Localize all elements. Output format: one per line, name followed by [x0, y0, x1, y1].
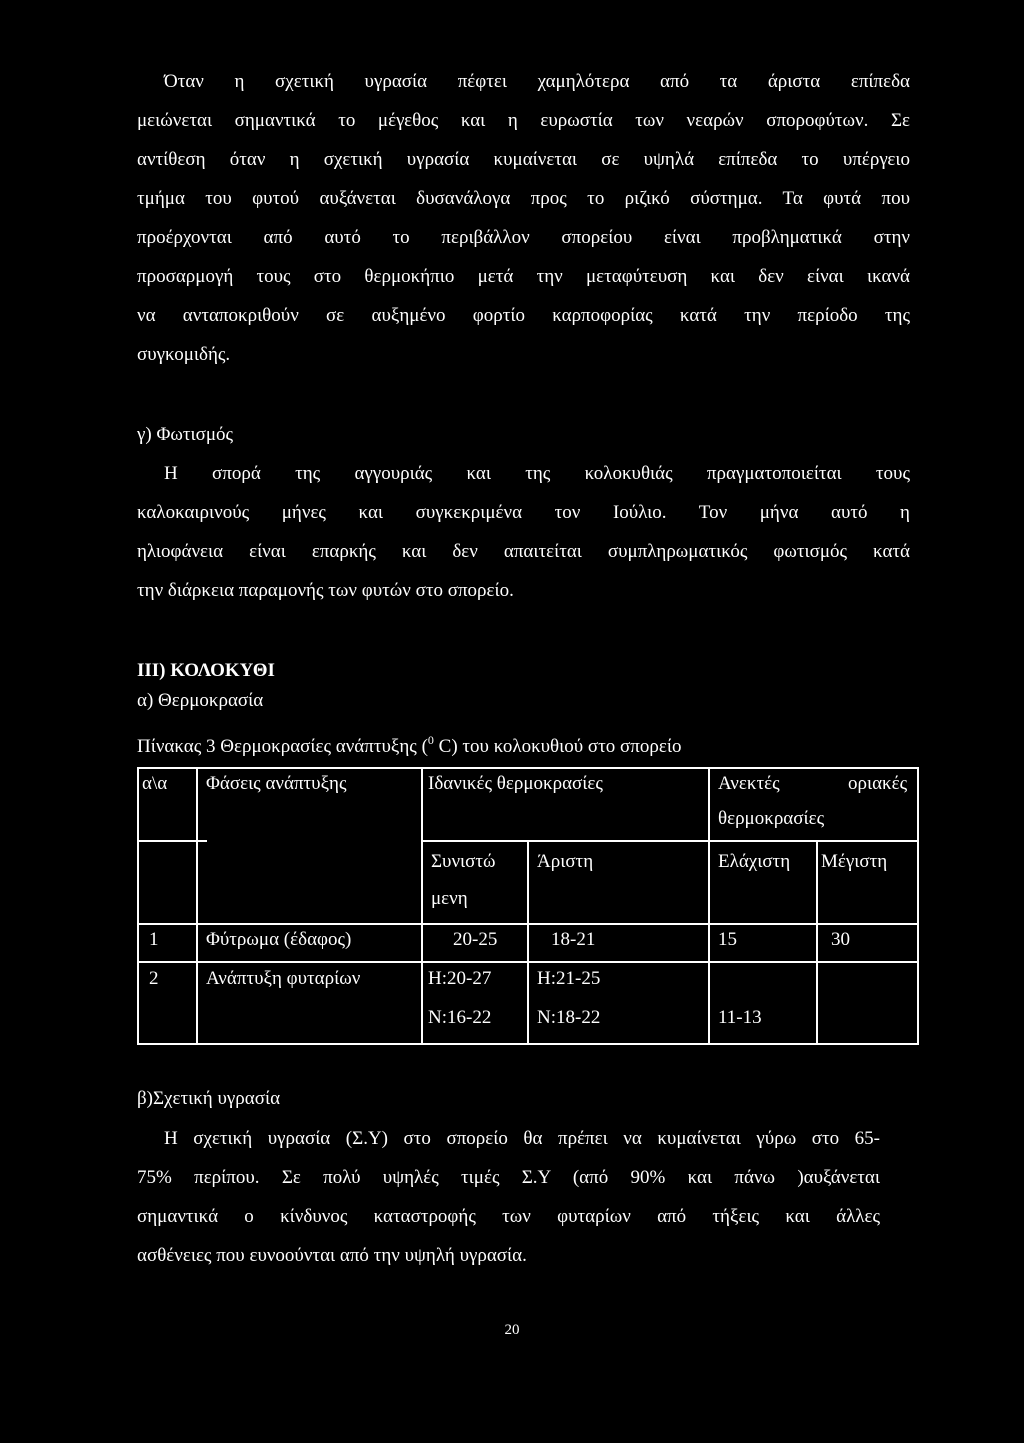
subheading-temperature: α) Θερμοκρασία — [137, 690, 264, 711]
table-caption — [137, 728, 681, 759]
table-border — [137, 767, 139, 1045]
section-heading-humidity: β)Σχετική υγρασία — [137, 1088, 281, 1109]
table-cell: Η:20-27 — [428, 968, 492, 989]
table-header-cell: Ανεκτές — [718, 773, 780, 794]
table-border — [527, 840, 529, 1045]
paragraph-line: σημαντικά ο κίνδυνος καταστροφής των φυταρίων από τήξεις και άλλες — [137, 1206, 880, 1227]
table-border — [708, 767, 710, 1045]
table-border — [816, 840, 818, 1045]
paragraph-line: Η σπορά της αγγουριάς και της κολοκυθιάς πραγματοποιείται τους — [164, 463, 910, 484]
table-header-cell: θερμοκρασίες — [718, 808, 825, 829]
table-subheader-cell: μενη — [431, 888, 468, 909]
paragraph-line: ηλιοφάνεια είναι επαρκής και δεν απαιτείται συμπληρωματικός φωτισμός κατά — [137, 541, 910, 562]
paragraph-line: καλοκαιρινούς μήνες και συγκεκριμένα τον Ιούλιο. Τον μήνα αυτό η — [137, 502, 910, 523]
table-cell: 30 — [831, 929, 850, 950]
paragraph-line: μειώνεται σημαντικά το μέγεθος και η ευρωστία των νεαρών σποροφύτων. Σε — [137, 110, 910, 131]
table-caption-text: Πίνακας 3 Θερμοκρασίες ανάπτυξης ( — [137, 736, 428, 757]
paragraph-line: τμήμα του φυτού αυξάνεται δυσανάλογα προς το ριζικό σύστημα. Τα φυτά που — [137, 188, 910, 209]
paragraph-line: ασθένειες που ευνοούνται από την υψηλή υγρασία. — [137, 1245, 527, 1266]
table-header-cell: Φάσεις ανάπτυξης — [206, 773, 347, 794]
table-subheader-cell: Μέγιστη — [821, 851, 888, 872]
table-border — [421, 840, 919, 842]
table-header-cell: α\α — [142, 773, 168, 794]
table-header-cell: οριακές — [848, 773, 908, 794]
table-subheader-cell: Ελάχιστη — [718, 851, 791, 872]
paragraph-line: προσαρμογή τους στο θερμοκήπιο μετά την μεταφύτευση και δεν είναι ικανά — [137, 266, 910, 287]
table-subheader-cell: Άριστη — [537, 851, 594, 872]
paragraph-line: Όταν η σχετική υγρασία πέφτει χαμηλότερα από τα άριστα επίπεδα — [164, 71, 910, 92]
paragraph-line: αντίθεση όταν η σχετική υγρασία κυμαίνεται σε υψηλά επίπεδα το υπέργειο — [137, 149, 910, 170]
paragraph-line: Η σχετική υγρασία (Σ.Υ) στο σπορείο θα πρέπει να κυμαίνεται γύρω στο 65- — [164, 1128, 880, 1149]
table-cell: 15 — [718, 929, 737, 950]
table-border — [137, 767, 919, 769]
table-cell: 2 — [149, 968, 159, 989]
table-cell: 18-21 — [551, 929, 596, 950]
table-cell: 1 — [149, 929, 159, 950]
table-cell: Ν:18-22 — [537, 1007, 601, 1028]
paragraph-line: προέρχονται από αυτό το περιβάλλον σπορείου είναι προβληματικά στην — [137, 227, 910, 248]
table-cell: Η:21-25 — [537, 968, 601, 989]
page-number: 20 — [504, 1322, 520, 1338]
section-heading-lighting: γ) Φωτισμός — [137, 424, 234, 445]
table-border — [196, 767, 198, 1045]
table-caption-superscript: 0 — [427, 733, 434, 747]
table-cell: 11-13 — [718, 1007, 762, 1028]
section-heading-pumpkin: ΙΙΙ) ΚΟΛΟΚΥΘΙ — [137, 660, 275, 681]
paragraph-line: την διάρκεια παραμονής των φυτών στο σπορείο. — [137, 580, 514, 601]
paragraph-line: να ανταποκριθούν σε αυξημένο φορτίο καρποφορίας κατά την περίοδο της — [137, 305, 910, 326]
table-border — [917, 767, 919, 1045]
table-cell: Φύτρωμα (έδαφος) — [206, 929, 352, 950]
table-subheader-cell: Συνιστώ — [431, 851, 496, 872]
paragraph-line: συγκομιδής. — [137, 344, 231, 365]
paragraph-line: 75% περίπου. Σε πολύ υψηλές τιμές Σ.Υ (από 90% και πάνω )αυξάνεται — [137, 1167, 880, 1188]
table-cell: 20-25 — [453, 929, 498, 950]
table-cell: Ανάπτυξη φυταρίων — [206, 968, 361, 989]
table-border — [421, 767, 423, 1045]
table-caption-text: C) του κολοκυθιού στο σπορείο — [433, 736, 682, 757]
table-header-cell: Ιδανικές θερμοκρασίες — [428, 773, 603, 794]
table-cell: Ν:16-22 — [428, 1007, 492, 1028]
